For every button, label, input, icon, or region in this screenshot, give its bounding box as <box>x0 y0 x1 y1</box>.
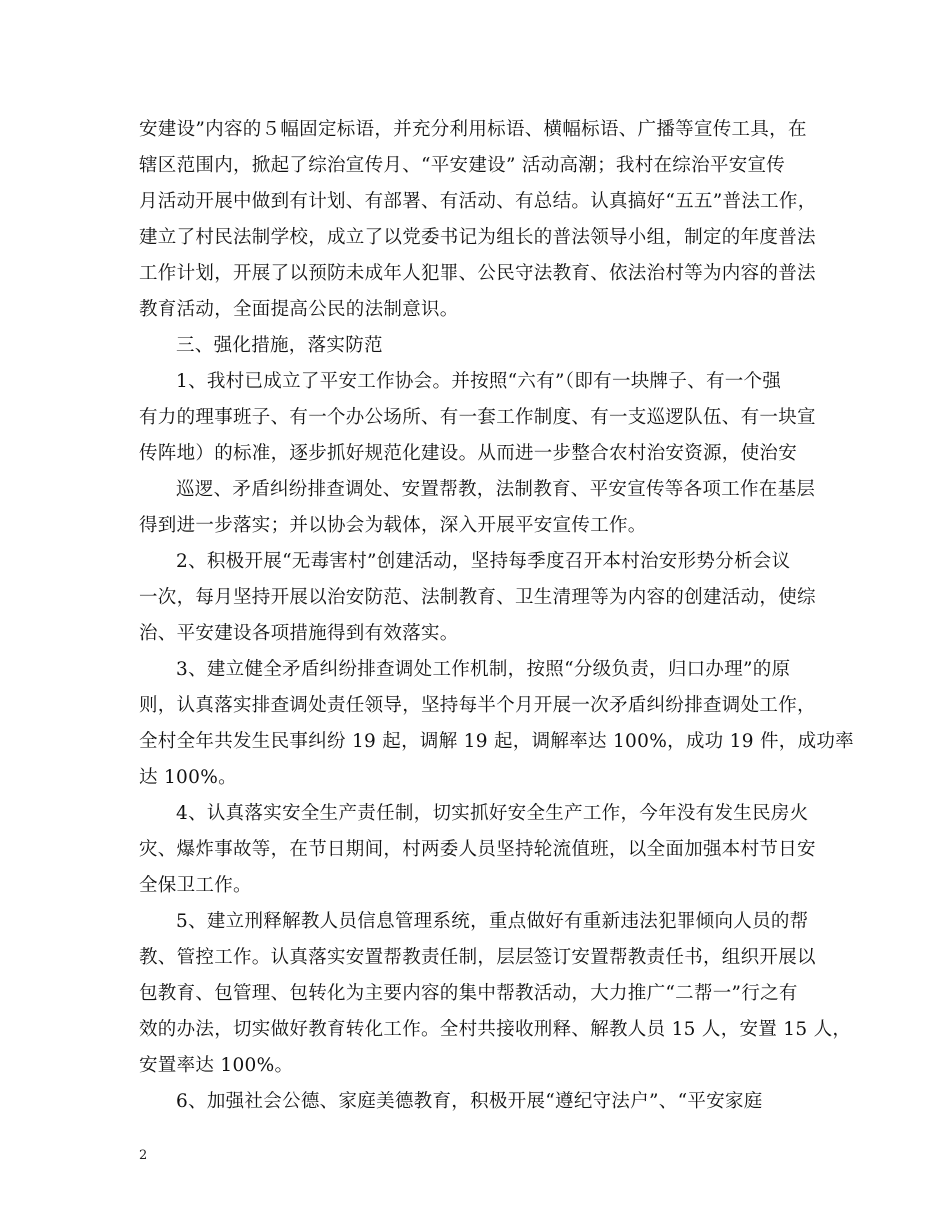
page-number: 2 <box>139 1148 148 1163</box>
text-line: 教、管控工作。认真落实安置帮教责任制，层层签订安置帮教责任书，组织开展以 <box>139 947 816 968</box>
text-line: 月活动开展中做到有计划、有部署、有活动、有总结。认真搞好“五五”普法工作， <box>139 191 817 212</box>
text-line: 安置率达 100%。 <box>139 1055 294 1076</box>
text-line: 得到进一步落实；并以协会为载体，深入开展平安宣传工作。 <box>139 515 647 536</box>
text-line: 包教育、包管理、包转化为主要内容的集中帮教活动，大力推广“二帮一”行之有 <box>139 983 798 1004</box>
text-line: 3、建立健全矛盾纠纷排查调处工作机制，按照“分级负责，归口办理”的原 <box>176 659 791 680</box>
text-line: 安建设”内容的５幅固定标语，并充分利用标语、横幅标语、广播等宣传工具，在 <box>139 119 807 140</box>
text-line: 灾、爆炸事故等，在节日期间，村两委人员坚持轮流值班，以全面加强本村节日安 <box>139 839 816 860</box>
text-line: 效的办法，切实做好教育转化工作。全村共接收刑释、解教人员 15 人，安置 15 人， <box>139 1019 852 1040</box>
text-line: 6、加强社会公德、家庭美德教育，积极开展“遵纪守法户”、“平安家庭 <box>176 1091 763 1112</box>
text-line: 建立了村民法制学校，成立了以党委书记为组长的普法领导小组，制定的年度普法 <box>139 227 816 248</box>
text-line: 4、认真落实安全生产责任制，切实抓好安全生产工作，今年没有发生民房火 <box>176 803 809 824</box>
text-line: 教育活动，全面提高公民的法制意识。 <box>139 299 459 320</box>
text-line: 则，认真落实排查调处责任领导，坚持每半个月开展一次矛盾纠纷排查调处工作， <box>139 695 816 716</box>
text-line: 巡逻、矛盾纠纷排查调处、安置帮教，法制教育、平安宣传等各项工作在基层 <box>176 479 816 500</box>
section-heading: 三、强化措施，落实防范 <box>176 335 383 356</box>
text-line: 一次，每月坚持开展以治安防范、法制教育、卫生清理等为内容的创建活动，使综 <box>139 587 816 608</box>
text-line: 5、建立刑释解教人员信息管理系统，重点做好有重新违法犯罪倾向人员的帮 <box>176 911 809 932</box>
text-line: 达 100%。 <box>139 767 237 788</box>
text-line: 治、平安建设各项措施得到有效落实。 <box>139 623 459 644</box>
text-line: 1、我村已成立了平安工作协会。并按照“六有”（即有一块牌子、有一个强 <box>176 371 782 392</box>
text-line: 辖区范围内，掀起了综治宣传月、“平安建设” 活动高潮；我村在综治平安宣传 <box>139 155 786 176</box>
text-line: 工作计划，开展了以预防未成年人犯罪、公民守法教育、依法治村等为内容的普法 <box>139 263 816 284</box>
text-line: 有力的理事班子、有一个办公场所、有一套工作制度、有一支巡逻队伍、有一块宣 <box>139 407 816 428</box>
text-line: 全村全年共发生民事纠纷 19 起，调解 19 起，调解率达 100%，成功 19 件，成功率 <box>139 731 854 752</box>
text-line: 2、积极开展“无毒害村”创建活动，坚持每季度召开本村治安形势分析会议 <box>176 551 791 572</box>
text-line: 传阵地）的标准，逐步抓好规范化建设。从而进一步整合农村治安资源，使治安 <box>139 443 798 464</box>
text-line: 全保卫工作。 <box>139 875 252 896</box>
